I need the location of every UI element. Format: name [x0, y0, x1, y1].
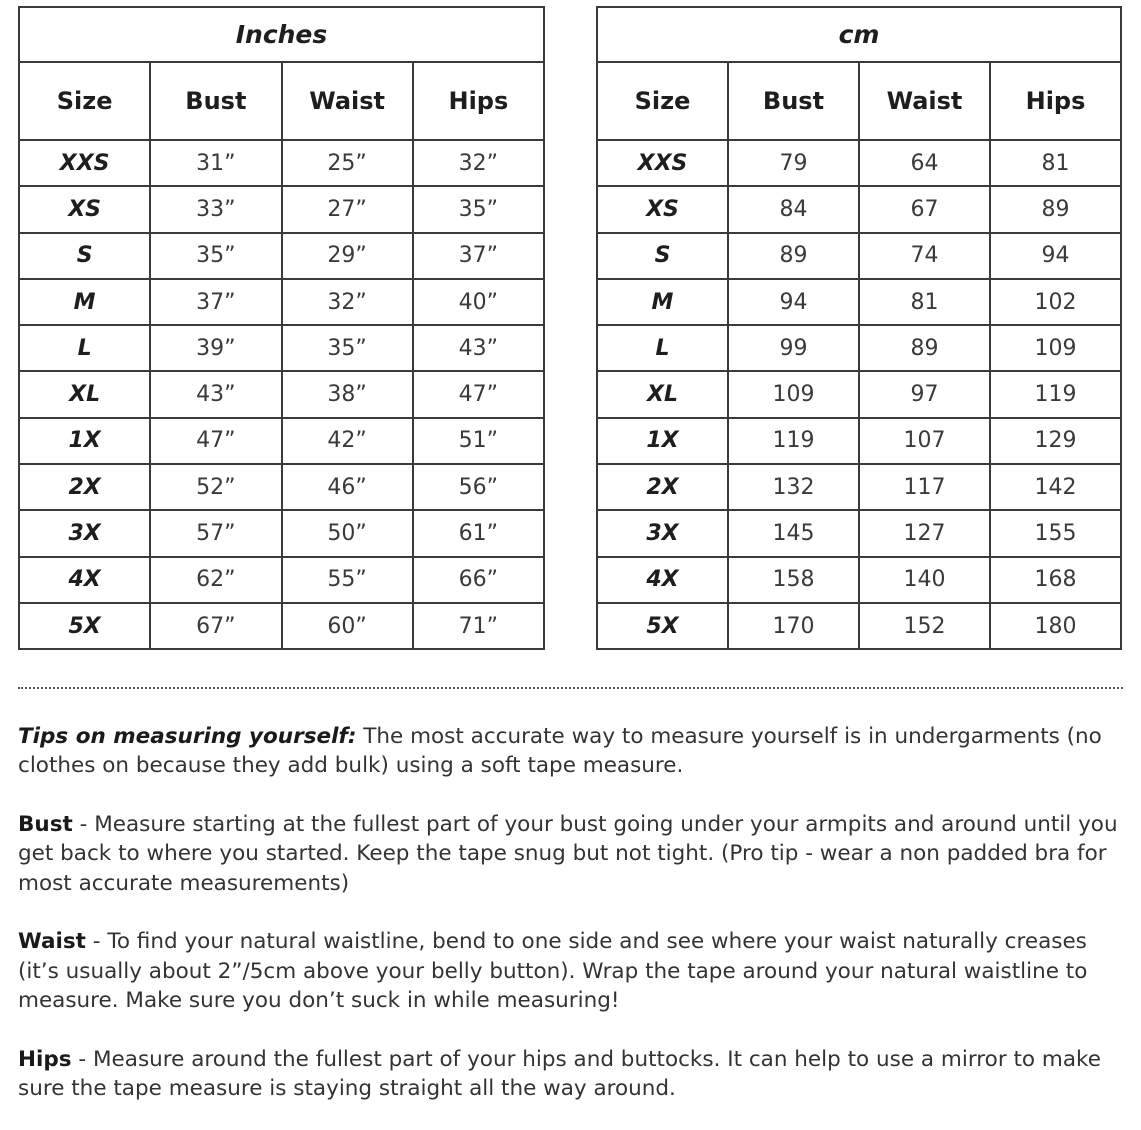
hips-cell: 129 [990, 418, 1121, 464]
bust-cell: 47” [150, 418, 281, 464]
table-row [597, 140, 1121, 186]
table-row [19, 325, 544, 371]
waist-cell: 140 [859, 557, 990, 603]
bust-cell: 31” [150, 140, 281, 186]
table-row [19, 233, 544, 279]
hips-cell: 71” [413, 603, 544, 649]
table-row [597, 603, 1121, 649]
size-cell: M [19, 279, 150, 325]
table-row [597, 233, 1121, 279]
column-header-hips: Hips [413, 62, 544, 140]
table-row [19, 186, 544, 232]
tips-intro-heading: Tips on measuring yourself: [18, 724, 357, 749]
waist-cell: 127 [859, 510, 990, 556]
tips-intro [18, 722, 1128, 781]
tips-intro-text: The most accurate way to measure yourself is in undergarments (no clothes on because they add bulk) using a soft tape measure. [18, 724, 1102, 779]
waist-cell: 55” [282, 557, 413, 603]
size-cell: L [597, 325, 728, 371]
column-header-bust: Bust [150, 62, 281, 140]
column-header-bust: Bust [728, 62, 859, 140]
table-row [597, 325, 1121, 371]
hips-cell: 94 [990, 233, 1121, 279]
waist-cell: 32” [282, 279, 413, 325]
hips-cell: 142 [990, 464, 1121, 510]
tips-bust [18, 810, 1128, 898]
size-cell: 4X [597, 557, 728, 603]
hips-cell: 51” [413, 418, 544, 464]
waist-cell: 27” [282, 186, 413, 232]
hips-cell: 56” [413, 464, 544, 510]
size-cell: XXS [19, 140, 150, 186]
bust-cell: 79 [728, 140, 859, 186]
table-row [597, 557, 1121, 603]
waist-cell: 97 [859, 371, 990, 417]
hips-cell: 47” [413, 371, 544, 417]
bust-cell: 43” [150, 371, 281, 417]
tips-waist-heading: Waist [18, 929, 86, 955]
size-cell: XS [597, 186, 728, 232]
bust-cell: 89 [728, 233, 859, 279]
size-cell: S [597, 233, 728, 279]
size-cell: 3X [19, 510, 150, 556]
size-cell: 5X [19, 603, 150, 649]
bust-cell: 109 [728, 371, 859, 417]
waist-cell: 29” [282, 233, 413, 279]
tips-hips [18, 1045, 1128, 1104]
waist-cell: 60” [282, 603, 413, 649]
waist-cell: 38” [282, 371, 413, 417]
hips-cell: 43” [413, 325, 544, 371]
size-cell: XS [19, 186, 150, 232]
tips-hips-text: - Measure around the fullest part of your hips and buttocks. It can help to use a mirror to make sure the tape measure is staying straight all the way around. [18, 1046, 1101, 1102]
hips-cell: 102 [990, 279, 1121, 325]
table-row [19, 464, 544, 510]
table-body [597, 140, 1121, 649]
hips-cell: 180 [990, 603, 1121, 649]
table-row [19, 603, 544, 649]
table-row [19, 140, 544, 186]
measuring-tips [18, 722, 1128, 1130]
hips-cell: 89 [990, 186, 1121, 232]
size-chart-inches [18, 6, 545, 650]
hips-cell: 61” [413, 510, 544, 556]
waist-cell: 117 [859, 464, 990, 510]
waist-cell: 35” [282, 325, 413, 371]
size-cell: 1X [597, 418, 728, 464]
hips-cell: 35” [413, 186, 544, 232]
waist-cell: 25” [282, 140, 413, 186]
waist-cell: 81 [859, 279, 990, 325]
table-row [597, 418, 1121, 464]
bust-cell: 145 [728, 510, 859, 556]
size-cell: 3X [597, 510, 728, 556]
size-cell: L [19, 325, 150, 371]
size-cell: S [19, 233, 150, 279]
waist-cell: 89 [859, 325, 990, 371]
hips-cell: 155 [990, 510, 1121, 556]
bust-cell: 57” [150, 510, 281, 556]
bust-cell: 158 [728, 557, 859, 603]
bust-cell: 62” [150, 557, 281, 603]
size-cell: XL [19, 371, 150, 417]
unit-header-cm: cm [597, 7, 1121, 62]
waist-cell: 64 [859, 140, 990, 186]
table-row [597, 186, 1121, 232]
waist-cell: 67 [859, 186, 990, 232]
bust-cell: 33” [150, 186, 281, 232]
bust-cell: 119 [728, 418, 859, 464]
hips-cell: 40” [413, 279, 544, 325]
dotted-divider [18, 687, 1123, 689]
hips-cell: 32” [413, 140, 544, 186]
size-cell: XXS [597, 140, 728, 186]
tips-bust-heading: Bust [18, 812, 73, 838]
waist-cell: 42” [282, 418, 413, 464]
size-cell: 2X [19, 464, 150, 510]
table-body [19, 140, 544, 649]
bust-cell: 35” [150, 233, 281, 279]
size-cell: 5X [597, 603, 728, 649]
bust-cell: 37” [150, 279, 281, 325]
table-row [597, 371, 1121, 417]
table-row [19, 371, 544, 417]
size-cell: M [597, 279, 728, 325]
bust-cell: 132 [728, 464, 859, 510]
bust-cell: 52” [150, 464, 281, 510]
column-header-size: Size [19, 62, 150, 140]
size-cell: 1X [19, 418, 150, 464]
column-header-waist: Waist [282, 62, 413, 140]
bust-cell: 99 [728, 325, 859, 371]
bust-cell: 84 [728, 186, 859, 232]
hips-cell: 109 [990, 325, 1121, 371]
table-row [597, 279, 1121, 325]
waist-cell: 74 [859, 233, 990, 279]
waist-cell: 152 [859, 603, 990, 649]
tips-hips-heading: Hips [18, 1046, 72, 1072]
size-cell: XL [597, 371, 728, 417]
table-row [597, 510, 1121, 556]
table-row [19, 557, 544, 603]
table-row [19, 510, 544, 556]
waist-cell: 107 [859, 418, 990, 464]
tips-waist-text: - To find your natural waistline, bend to one side and see where your waist naturally creases (it’s usually about 2”/5cm above your belly button). Wrap the tape around your natural waistline to measure. Make sure you don’t suck in while measuring! [18, 929, 1088, 1014]
hips-cell: 37” [413, 233, 544, 279]
bust-cell: 67” [150, 603, 281, 649]
tips-bust-text: - Measure starting at the fullest part of your bust going under your armpits and around until you get back to where you started. Keep the tape snug but not tight. (Pro tip - wear a non padded bra for most accurate measurements) [18, 812, 1118, 896]
waist-cell: 50” [282, 510, 413, 556]
table-row [19, 279, 544, 325]
column-header-size: Size [597, 62, 728, 140]
size-chart-cm [596, 6, 1122, 650]
tips-waist [18, 927, 1128, 1015]
bust-cell: 39” [150, 325, 281, 371]
hips-cell: 66” [413, 557, 544, 603]
table-row [19, 418, 544, 464]
table-row [597, 464, 1121, 510]
bust-cell: 94 [728, 279, 859, 325]
size-cell: 2X [597, 464, 728, 510]
hips-cell: 81 [990, 140, 1121, 186]
column-header-hips: Hips [990, 62, 1121, 140]
bust-cell: 170 [728, 603, 859, 649]
hips-cell: 119 [990, 371, 1121, 417]
hips-cell: 168 [990, 557, 1121, 603]
column-header-waist: Waist [859, 62, 990, 140]
waist-cell: 46” [282, 464, 413, 510]
unit-header-inches: Inches [19, 7, 544, 62]
size-cell: 4X [19, 557, 150, 603]
